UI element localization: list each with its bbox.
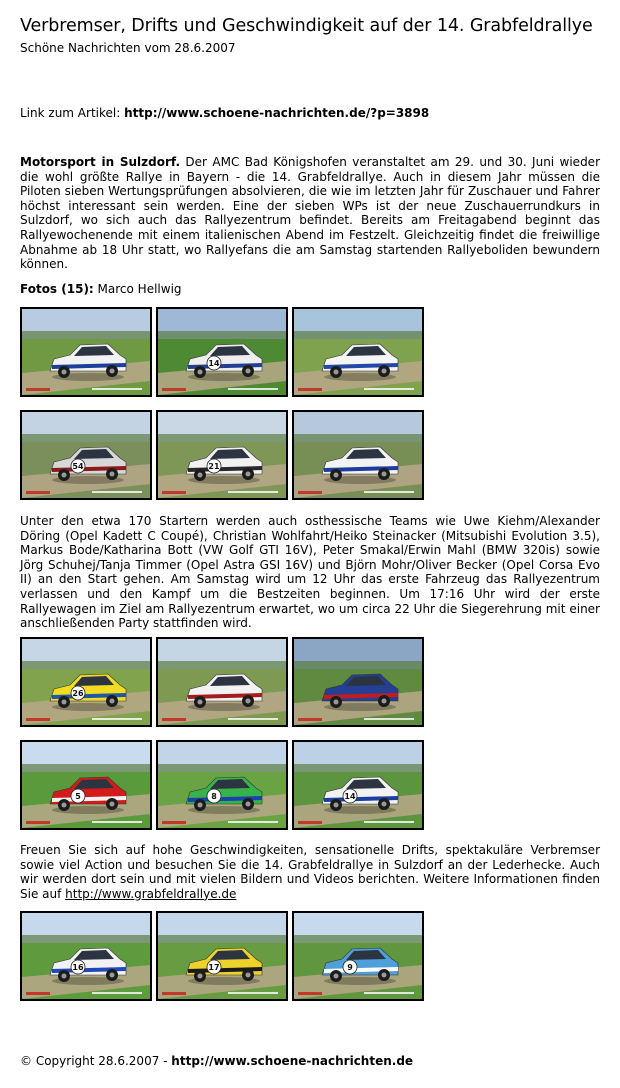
intro-lead: Motorsport in Sulzdorf. [20,155,181,169]
car-number: 21 [208,462,220,471]
car-number: 8 [211,792,217,801]
car-number: 5 [75,792,81,801]
car-number: 16 [72,963,84,972]
photo-thumbnail[interactable] [156,740,288,830]
photo-thumbnail[interactable] [156,637,288,727]
photo-thumbnail[interactable] [292,410,424,500]
article-link-line [20,106,429,120]
photo-thumbnail[interactable] [20,307,152,397]
article-title: Verbremser, Drifts und Geschwindigkeit auf der 14. Grabfeldrallye [20,16,593,36]
photo-thumbnail[interactable] [20,637,152,727]
intro-paragraph [20,155,600,272]
rally-car-photo [22,913,150,999]
photo-credit [20,282,182,296]
photo-thumbnail[interactable] [292,911,424,1001]
photo-thumbnail[interactable] [156,410,288,500]
rally-car-photo [22,742,150,828]
rally-car-photo [158,639,286,725]
car-number: 14 [208,359,220,368]
footer-copyright: © Copyright 28.6.2007 - [20,1054,172,1068]
photo-author: Marco Hellwig [93,282,182,296]
rally-car-photo [294,309,422,395]
rally-car-photo [158,913,286,999]
rally-car-photo [158,412,286,498]
rally-car-photo [158,742,286,828]
photo-thumbnail[interactable] [20,911,152,1001]
car-number: 26 [72,689,84,698]
rally-car-photo [22,309,150,395]
footer [20,1054,413,1068]
car-number: 9 [347,963,353,972]
photo-thumbnail[interactable] [156,911,288,1001]
photo-thumbnail[interactable] [156,307,288,397]
article-link[interactable]: http://www.schoene-nachrichten.de/?p=3898 [124,106,430,120]
photo-thumbnail[interactable] [20,410,152,500]
photo-thumbnail[interactable] [20,740,152,830]
body-paragraph-3 [20,843,600,901]
photo-thumbnail[interactable] [292,637,424,727]
photo-thumbnail[interactable] [292,307,424,397]
rally-car-photo [294,639,422,725]
rally-car-photo [294,412,422,498]
footer-link[interactable]: http://www.schoene-nachrichten.de [171,1054,414,1068]
car-number: 54 [72,462,84,471]
intro-text: Der AMC Bad Königshofen veranstaltet am 29. und 30. Juni wieder die wohl größte Rallye in Bayern - die 14. Grabfeldrallye. Auch in diesem Jahr müssen die Piloten sieben Wertungsprüfungen absolvieren, die wie im letzten Jahr für Zuschauer und Fahrer höchst interessant sein werden. Eine der sieben WPs ist der neue Zuschauerrundkurs in Sulzdorf, wo sich auch das Rallyezentrum befindet. Bereits am Freitagabend beginnt das Rallyewochenende mit einem italienischen Abend im Festzelt. Gleichzeitig findet die freiwillige Abnahme ab 18 Uhr statt, wo Rallyefans die am Samstag startenden Rallyeboliden bewundern können. [20,155,600,272]
car-number: 14 [344,792,356,801]
paragraph-3-text: Freuen Sie sich auf hohe Geschwindigkeiten, sensationelle Drifts, spektakuläre Verbremser sowie viel Action und besuchen Sie die 14. Grabfeldrallye in Sulzdorf an der Lederhecke. Auch wir werden dort sein und mit vielen Bildern und Videos berichten. Weitere Informationen finden Sie auf [20,843,600,901]
photo-count-label: Fotos (15): [20,282,94,296]
rally-car-photo [22,412,150,498]
rally-car-photo [22,639,150,725]
car-number: 17 [208,963,220,972]
body-paragraph-2: Unter den etwa 170 Startern werden auch osthessische Teams wie Uwe Kiehm/Alexander Döring (Opel Kadett C Coupé), Christian Wohlfahrt/Heiko Steinacker (Mitsubishi Evolution 3.5), Markus Bode/Katharina Bott (VW Golf GTI 16V), Peter Smakal/Erwin Mahl (BMW 320is) sowie Jörg Schuhej/Tanja Timmer (Opel Astra GSI 16V) und Björn Mohr/Oliver Becker (Opel Corsa Evo II) an den Start gehen. Am Samstag wird um 12 Uhr das erste Fahrzeug das Rallyezentrum verlassen und den Kampf um die Bestzeiten beginnen. Um 17:16 Uhr wird der erste Rallyewagen im Ziel am Rallyezentrum erwartet, wo um circa 22 Uhr die Siegerehrung mit einer anschließenden Party stattfinden wird. [20,514,600,631]
article-link-label: Link zum Artikel: [20,106,121,120]
article-date: Schöne Nachrichten vom 28.6.2007 [20,41,236,55]
rally-car-photo [294,913,422,999]
grabfeldrallye-link[interactable]: http://www.grabfeldrallye.de [65,886,237,901]
rally-car-photo [158,309,286,395]
photo-thumbnail[interactable] [292,740,424,830]
rally-car-photo [294,742,422,828]
